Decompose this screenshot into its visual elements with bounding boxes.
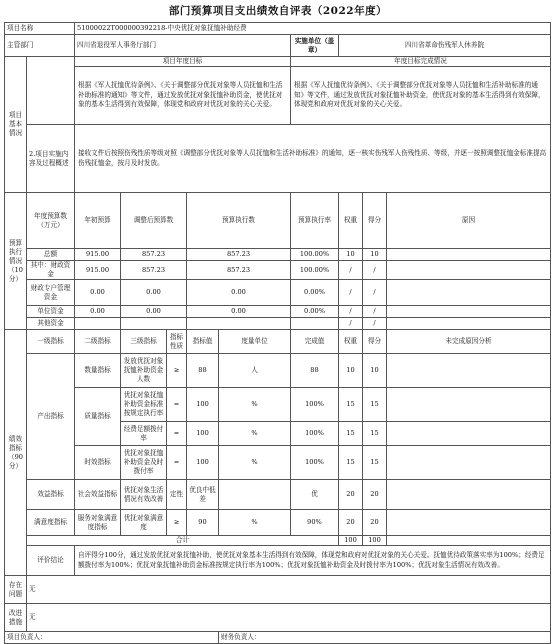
perf-row-reason [387,388,551,422]
budget-header-reason: 原因 [387,193,551,249]
perf-row-done: 100% [291,388,339,422]
dept-label: 主管部门 [5,35,75,57]
perf-row-lvl3: 优抚对象生活情况有效改善 [121,480,167,510]
perf-row-reason [387,354,551,388]
budget-row-score: / [363,261,387,280]
budget-row-adjusted: 0.00 [121,280,187,306]
basic-section-label: 项目基本情况 [5,57,27,193]
perf-row-done: 优 [291,480,339,510]
budget-row [5,280,551,306]
perf-row-weight: 15 [339,422,363,446]
perf-time-label: 时效指标 [75,446,121,480]
perf-row-score: 15 [363,388,387,422]
perf-header-weight: 权重 [339,330,363,354]
budget-row-adjusted: 857.23 [121,261,187,280]
budget-header-rate: 预算执行率 [291,193,339,249]
perf-row-nature: = [167,388,187,422]
perf-row-value: 90 [187,510,219,536]
perf-row [5,510,551,536]
budget-row-weight: / [339,261,363,280]
perf-row-done: 100% [291,446,339,480]
perf-section-label: 绩效指标（90分） [5,330,27,576]
perf-header-reason: 未完成原因分析 [387,330,551,354]
perf-service-label: 服务对象满意度指标 [75,510,121,536]
perf-social-label: 社会效益指标 [75,480,121,510]
perf-header-score: 得分 [363,330,387,354]
budget-row [5,249,551,261]
basic-row2-label: 2.项目实施内容及过程概述 [27,125,75,193]
perf-row-value: 100 [187,422,219,446]
perf-row-score: 15 [363,446,387,480]
perf-row-lvl3: 经费足额拨付率 [121,422,167,446]
dept-value: 四川省退役军人事务厅部门 [75,35,291,57]
basic-col-done: 年度目标完成情况 [291,57,551,67]
perf-row-weight: 20 [339,510,363,536]
total-weight: 100 [339,536,363,546]
total-label: 合计 [27,536,339,546]
perf-row-lvl3: 优抚对象满意度 [121,510,167,536]
budget-row [5,318,551,330]
impl-label: 实施单位（盖章） [291,35,339,57]
budget-row-score: / [363,280,387,306]
perf-row-value: 优良中低差 [187,480,219,510]
form-title: 部门预算项目支出绩效自评表（2022年度） [168,5,388,17]
project-name-label: 项目名称 [5,23,75,35]
budget-row-weight: 10 [339,249,363,261]
finance-lead-label: 财务负责人： [219,632,551,644]
perf-header-lvl3: 三级指标 [121,330,167,354]
budget-row-score: 10 [363,249,387,261]
budget-row-adjusted: 0.00 [121,306,187,318]
basic-col-target: 项目年度目标 [75,57,291,67]
budget-header-annual: 年初预算 [75,193,121,249]
basic-row1-target: 根据《军人抚恤优待条例》、《关于调整部分优抚对象等人员抚恤和生活补助标准的通知》等文件，通过发放优抚对象抚恤补助资金，使优抚对象的基本生活得到有效保障，体现党和政府对优抚对象的关心关爱。 [75,67,291,125]
budget-header-amount: 年度预算数（万元） [27,193,75,249]
perf-benefit-label: 效益指标 [27,480,75,510]
perf-output-label: 产出指标 [27,354,75,480]
budget-row [5,261,551,280]
budget-row-annual: 915.00 [75,261,121,280]
perf-row-lvl3: 优抚对象抚恤补助资金及时拨付率 [121,446,167,480]
perf-row-value: 100 [187,446,219,480]
budget-row-executed: 857.23 [187,261,291,280]
perf-row-unit: % [219,422,291,446]
budget-row-annual: 915.00 [75,249,121,261]
budget-row-rate: 100.00% [291,261,339,280]
conclusion-text: 自评得分100分，通过发放优抚对象抚恤补助，使优抚对象基本生活得到有效保障，体现党和政府对优抚对象的关心关爱。抚恤优待政策落实率为100%；经费足额拨付率为100%；优抚对象抚恤补助资金标准按规定执行率为100%；优抚对象抚恤补助资金及时拨付率为100%；优抚对象生活情况有效改善。 [75,546,551,576]
perf-row-reason [387,510,551,536]
perf-row-done: 100% [291,422,339,446]
perf-row-weight: 15 [339,446,363,480]
budget-row-reason [387,249,551,261]
budget-row-adjusted [121,318,187,330]
budget-row-label: 其中：财政资金 [27,261,75,280]
budget-row-rate: 100.00% [291,249,339,261]
budget-header-adjusted: 调整后预算数 [121,193,187,249]
perf-row-reason [387,480,551,510]
perf-row-unit: 人 [219,354,291,388]
evaluation-table [4,22,551,644]
perf-row-unit [219,480,291,510]
budget-row-executed [187,318,291,330]
perf-row-score: 10 [363,354,387,388]
budget-header-executed: 预算执行数 [187,193,291,249]
perf-row [5,354,551,388]
perf-row-value: 88 [187,354,219,388]
project-lead-label: 项目负责人： [5,632,219,644]
perf-row-done: 88 [291,354,339,388]
measures-label: 改进措施 [5,604,27,632]
budget-row-annual: 0.00 [75,280,121,306]
perf-row-unit: % [219,446,291,480]
budget-row-reason [387,280,551,306]
perf-row-score: 20 [363,480,387,510]
budget-row-score: / [363,306,387,318]
perf-row-lvl3: 发放优抚对象抚恤补助资金人数 [121,354,167,388]
impl-value: 四川省革命伤残军人休养院 [339,35,551,57]
perf-row-lvl3: 优抚对象抚恤补助资金标准按规定执行率 [121,388,167,422]
basic-row2-text: 接收文件后按照伤残性质等级对照《调整部分优抚对象等人员抚恤和生活补助标准》的通知，逐一核实伤残军人伤残性质、等级，并逐一按照调整抚恤金标准提高伤残抚恤金，按月及时发放。 [75,125,551,193]
budget-row-weight: / [339,306,363,318]
perf-row-weight: 10 [339,354,363,388]
total-score: 100 [363,536,387,546]
issues-text: 无 [27,576,551,604]
perf-row [5,480,551,510]
budget-row-label: 其他资金 [27,318,75,330]
budget-row-rate: 0.00% [291,280,339,306]
measures-text: 无 [27,604,551,632]
perf-row-score: 15 [363,422,387,446]
perf-quality-label: 质量指标 [75,388,121,446]
budget-row-executed: 0.00 [187,306,291,318]
perf-row-done: 90% [291,510,339,536]
total-reason [387,536,551,546]
perf-row-nature: ≥ [167,510,187,536]
perf-header-nature: 指标性质 [167,330,187,354]
budget-row [5,306,551,318]
total-row [5,536,551,546]
perf-row-unit: % [219,510,291,536]
issues-label: 存在问题 [5,576,27,604]
perf-qty-label: 数量指标 [75,354,121,388]
perf-header-lvl2: 二级指标 [75,330,121,354]
budget-section-label: 预算执行情况（10分） [5,193,27,330]
perf-row-reason [387,422,551,446]
perf-header-value: 指标值 [187,330,219,354]
perf-row [5,446,551,480]
conclusion-label: 评价结论 [27,546,75,576]
budget-row-executed: 0.00 [187,280,291,306]
budget-row-rate [291,318,339,330]
budget-row-score: / [363,318,387,330]
perf-row-nature: = [167,422,187,446]
project-name-value: 51000022T000000392218-中央优抚对象抚恤补助经费 [75,23,551,35]
budget-row-rate: 0.00% [291,306,339,318]
budget-row-reason [387,261,551,280]
perf-satisfaction-label: 满意度指标 [27,510,75,536]
perf-row [5,388,551,422]
perf-row-reason [387,446,551,480]
budget-row-annual: 0.00 [75,306,121,318]
budget-row-label: 单位资金 [27,306,75,318]
perf-row-value: 100 [187,388,219,422]
perf-row-unit: % [219,388,291,422]
budget-row-label: 总额 [27,249,75,261]
perf-row-weight: 15 [339,388,363,422]
basic-row1-done: 根据《军人抚恤优待条例》、《关于调整部分优抚对象等人员抚恤和生活补助标准的通知》等文件，通过发放优抚对象抚恤补助资金，使优抚对象的基本生活得到有效保障，体现党和政府对优抚对象的关心关爱。 [291,67,551,125]
perf-row-weight: 20 [339,480,363,510]
perf-row-score: 20 [363,510,387,536]
budget-row-label: 财政专户管理资金 [27,280,75,306]
perf-row-nature: = [167,446,187,480]
budget-row-weight: / [339,318,363,330]
perf-header-done: 完成值 [291,330,339,354]
budget-row-weight: / [339,280,363,306]
budget-row-reason [387,318,551,330]
budget-row-executed: 857.23 [187,249,291,261]
budget-header-score: 得分 [363,193,387,249]
budget-row-adjusted: 857.23 [121,249,187,261]
budget-row-reason [387,306,551,318]
budget-row-annual [75,318,121,330]
perf-row-nature: ≥ [167,354,187,388]
budget-header-weight: 权重 [339,193,363,249]
perf-header-unit: 度量单位 [219,330,291,354]
perf-row-nature: 定性 [167,480,187,510]
perf-header-lvl1: 一级指标 [27,330,75,354]
